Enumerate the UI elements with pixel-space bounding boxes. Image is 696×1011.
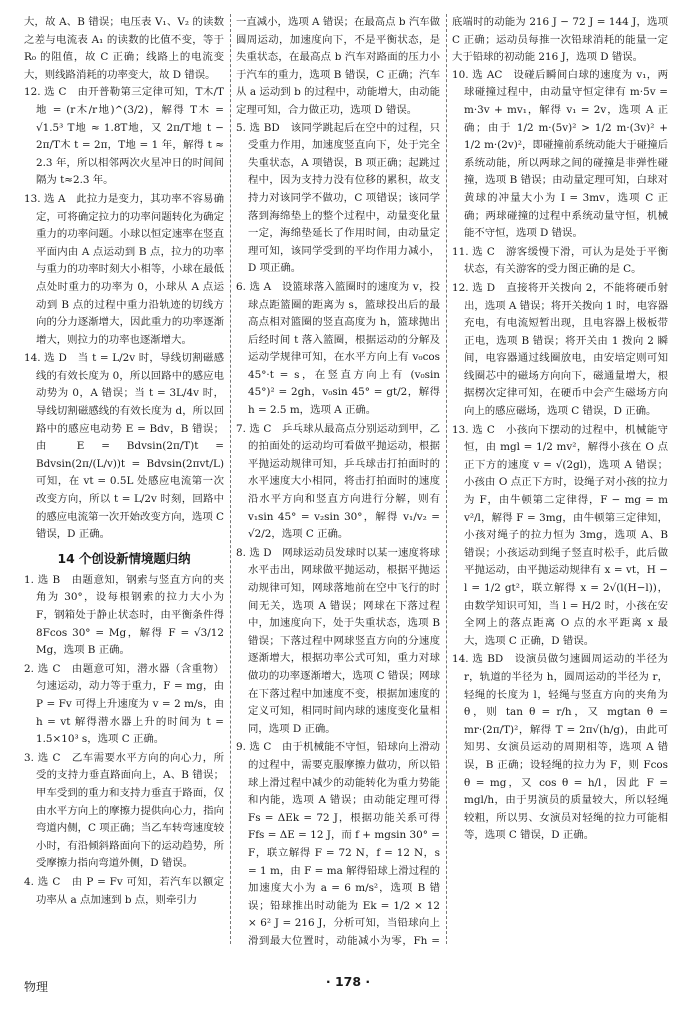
- scenario-item-5: 5. 选 BD 该同学跳起后在空中的过程，只受重力作用，加速度竖直向下，处于完全失重状态，A 项错误，B 项正确；起跳过程中，因为支持力没有位移的累积，故支持力对该同学不做功，C 项错误；该同学落到海绵垫上的整个过程中，动量变化量一定，海绵垫延长了作用时间，由动量定理可知，该同学受到的平均作用力减小，D 项正确。: [236, 121, 440, 275]
- scenario-item-8: 8. 选 D 网球运动员发球时以某一速度将球水平击出，网球做平抛运动，根据平抛运动规律可知，网球落地前在空中飞行的时间无关，选项 A 错误；网球在下落过程中，加速度向下，处于失重状态，选项 B 错误；下落过程中网球竖直方向的分速度逐渐增大，根据功率公式可知，重力对球做功的功率逐渐增大，选项 C 错误；网球在下落过程中加速度不变，根据加速度的定义可知，相同时间内球的速度变化量相同，选项 D 正确。: [236, 546, 440, 735]
- scenario-item-12: 12. 选 D 直接将开关拨向 2，不能将硬币射出，选项 A 错误；将开关拨向 1 时，电容器充电，有电流短暂出现，且电容器上极板带正电，选项 B 错误；将开关由 1 拨向 2 瞬间，电容器通过线圈放电，由安培定则可知线圈芯中的磁场方向向下，磁通量增大，根据楞次定律可知，在硬币中会产生磁场方向向上的感应磁场，选项 C 错误，D 正确。: [452, 281, 668, 418]
- scenario-item-7: 7. 选 C 乒乓球从最高点分别运动到甲，乙的拍面处的运动均可看做平抛运动，根据平抛运动规律可知，乒乓球击打拍面时的水平速度大小相同，将击打拍面时的速度沿水平方向和竖直方向进行分解，则有 v₁sin 45° = v₂sin 30°，解得 v₁/v₂ = √2/2，选项 C 正确。: [236, 422, 440, 541]
- page-number: · 178 ·: [325, 974, 371, 989]
- column-left: [24, 14, 224, 949]
- scenario-item-11: 11. 选 C 游客缓慢下滑，可认为是处于平衡状态，有关游客的受力图正确的是 C。: [452, 245, 668, 276]
- paragraph-continued: 大，故 A、B 错误；电压表 V₁、V₂ 的读数之差与电流表 A₁ 的读数的比值不变，等于 R₀ 的阻值，故 C 正确；线路上的电流变大，则线路消耗的功率变大，故 D 错误。: [24, 16, 224, 81]
- answer-item-12: 12. 选 C 由开普勒第三定律可知，T木/T地 = (r木/r地)^(3/2)，解得 T木 = √1.5³ T地 ≈ 1.8T地，又 2π/T地 t − 2π/T木 t = 2π，T地 = 1 年，解得 t ≈ 2.3 年，所以相邻两次火星冲日的时间间隔为 t≈2.3 年。: [24, 86, 224, 187]
- scenario-item-3: 3. 选 C 乙车需要水平方向的向心力，所受的支持力垂直路面向上，A、B 错误；甲车受到的重力和支持力垂直于路面，仅由水平方向上的摩擦力提供向心力，指向弯道内侧，C 项正确；当乙车转弯速度较小时，有沿倾斜路面向下的运动趋势，所受摩擦力指向弯道外侧，D 错误。: [24, 751, 224, 870]
- section-title: 14 个创设新情境题归纳: [57, 550, 191, 566]
- scenario-item-4: 4. 选 C 由 P = Fv 可知，若汽车以额定功率从 a 点加速到 b 点，则牵引力: [24, 875, 224, 906]
- column-divider: [230, 14, 231, 944]
- scenario-item-1: 1. 选 B 由题意知，钢索与竖直方向的夹角为 30°，设每根钢索的拉力大小为 F，钢箱处于静止状态时，由平衡条件得 8Fcos 30° = Mg，解得 F = √3/12 Mg，选项 B 正确。: [24, 573, 224, 657]
- scenario-item-14: 14. 选 BD 设演员做匀速圆周运动的半径为 r，轨道的半径为 h，圆周运动的半径为 r，轻绳的长度为 l，轻绳与竖直方向的夹角为 θ，则 tan θ = r/h，又 mgtan θ = mr·(2π/T)²，解得 T = 2π√(h/g)，由此可知男、女演员运动的周期相等，选项 A 错误，B 正确；设轻绳的拉力为 F，则 Fcos θ = mg，又 cos θ = h/l，因此 F = mgl/h，由于男演员的质量较大，所以轻绳较粗，所以男、女演员对轻绳的拉力可能相等，选项 C 错误，D 正确。: [452, 653, 668, 842]
- column-middle: [236, 14, 440, 949]
- scenario-item-2: 2. 选 C 由题意可知，潜水器（含重物）匀速运动，动力等于重力，F = mg，由 P = Fv 可得上升速度为 v = 2 m/s，由 h = vt 解得潜水器上升的时间为 t = 1.5×10³ s，选项 C 正确。: [24, 662, 224, 746]
- paragraph-continued: 一直减小，选项 A 错误；在最高点 b 汽车做圆周运动，加速度向下，不是平衡状态，是失重状态，在最高点 b 汽车对路面的压力小于汽车的重力，选项 B 错误，C 正确；汽车从 a 运动到 b 的过程中，动能增大，由动能定理可知，合力做正功，选项 D 错误。: [236, 16, 440, 116]
- column-divider: [446, 14, 447, 944]
- footer-subject: 物理: [24, 980, 49, 994]
- column-right: [452, 14, 668, 949]
- scenario-item-10: 10. 选 AC 设碰后瞬间白球的速度为 v₁，两球碰撞过程中，由动量守恒定律有 m·5v = m·3v + mv₁，解得 v₁ = 2v，选项 A 正确；由于 1/2 m·(5v)² > 1/2 m·(3v)² + 1/2 m·(2v)²，即碰撞前系统动能大于碰撞后系统动能，所以两球之间的碰撞是非弹性碰撞，选项 B 错误；由动量定理可知，白球对黄球的冲量大小为 I = 3mv，选项 C 正确；两球碰撞的过程中系统动量守恒，机械能不守恒，选项 D 错误。: [452, 68, 668, 240]
- answer-item-13: 13. 选 A 此拉力是变力，其功率不容易确定，可将确定拉力的功率问题转化为确定重力的功率问题。小球以恒定速率在竖直平面内由 A 点运动到 B 点，拉力的功率与重力的功率时刻大小相等，小球在最低点处时重力的功率为 0，小球从 A 点运动到 B 点的过程中重力沿轨迹的切线方向的分力逐渐增大，因此重力的功率逐渐增大，则拉力的功率也逐渐增大。: [24, 192, 224, 346]
- scenario-item-9: 9. 选 C 由于机械能不守恒，铅球向上滑动的过程中，需要克服摩擦力做功，所以铅球上滑过程中减少的动能转化为重力势能和内能，选项 A 错误；由动能定理可得 Fs = ΔEk = 72 J，根据功能关系可得 Ffs = ΔE = 12 J，而 f + mgsin 30° = F，联立解得 F = 72 N，f = 12 N，s = 1 m，由 F = ma 解得铅球上滑过程的加速度大小为 a = 6 m/s²，选项 B 错误；铅球推出时动能为 Ek = 1/2 × 12 × 6² J = 216 J，分析可知，当铅球向上滑到最大位置时，动能减小为零，Fh =: [236, 741, 440, 947]
- scenario-item-6: 6. 选 A 设篮球落入篮圈时的速度为 v，投球点距篮圈的距离为 s，篮球投出后的最高点相对篮圈的竖直高度为 h，篮球抛出后经时间 t 落入篮圈，根据运动的分解及运动学规律可知，在水平方向上有 v₀cos 45°·t = s，在竖直方向上有 (v₀sin 45°)² = 2gh，v₀sin 45° = gt/2，解得 h = 2.5 m，选项 A 正确。: [236, 280, 440, 417]
- paragraph-continued: 底端时的动能为 216 J − 72 J = 144 J，选项 C 正确；运动员每推一次铅球消耗的能量一定大于铅球的初动能 216 J，选项 D 错误。: [452, 16, 668, 64]
- scenario-item-13: 13. 选 C 小孩向下摆动的过程中，机械能守恒，由 mgl = 1/2 mv²，解得小孩在 O 点正下方的速度 v = √(2gl)，选项 A 错误；小孩由 O 点正下方时，设绳子对小孩的拉力为 F，由牛顿第二定律得，F − mg = m v²/l，解得 F = 3mg，由牛顿第三定律知，小孩对绳子的拉力恒为 3mg，选项 A、B 错误；小孩运动到绳子竖直时松手，此后做平抛运动，由平抛运动规律有 x = vt，H − l = 1/2 gt²，联立解得 x = 2√(l(H−l))，由数学知识可知，当 l = H/2 时，小孩在安全网上的落点距离 O 点的水平距离 x 最大，选项 C 正确，D 错误。: [452, 423, 668, 647]
- answer-item-14: 14. 选 D 当 t = L/2v 时，导线切割磁感线的有效长度为 0，所以回路中的感应电动势为 0，A 错误；当 t = 3L/4v 时，导线切割磁感线的有效长度为 d，所以回路中的感应电动势 E = Bdv，B 错误；由 E = Bdvsin(2π/T)t = Bdvsin(2π/(L/v))t = Bdvsin(2πvt/L) 可知，在 vt = 0.5L 处感应电流第一次改变方向，所以 t = L/2v 时刻，回路中的感应电流第一次开始改变方向，选项 C 错误，D 正确。: [24, 352, 224, 541]
